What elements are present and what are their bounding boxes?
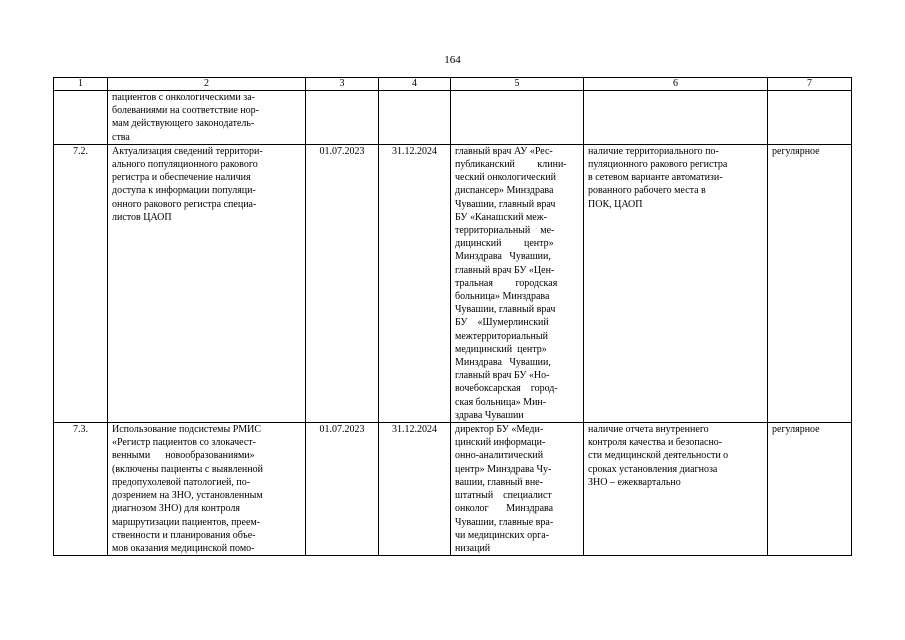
result-cell — [584, 91, 768, 145]
start-date-cell — [306, 91, 379, 145]
table-row — [54, 423, 852, 556]
event-cell: Актуализация сведений территори- ального популяционного ракового регистра и обеспечение наличия доступа к информации популяци- онного ракового регистра специа- листов ЦАОП — [108, 144, 306, 422]
column-number: 1 — [54, 78, 108, 91]
responsible-cell — [451, 91, 584, 145]
column-number: 6 — [584, 78, 768, 91]
page-number: 164 — [444, 54, 461, 66]
responsible-cell: директор БУ «Меди- цинский информаци- онно-аналитический центр» Минздрава Чу- вашии, главный вне- штатный специалист онколог Минздрава Чувашии, главные вра- чи медицинских орга- низаций — [451, 423, 584, 556]
plan-table — [53, 77, 852, 556]
column-number: 7 — [768, 78, 852, 91]
end-date-cell — [379, 91, 451, 145]
result-cell: наличие территориального по- пуляционного ракового регистра в сетевом варианте автоматизи- рованного рабочего места в ПОК, ЦАОП — [584, 144, 768, 422]
end-date-cell: 31.12.2024 — [379, 423, 451, 556]
responsible-cell: главный врач АУ «Рес- публиканский клини- ческий онкологический диспансер» Минздрава Чувашии, главный врач БУ «Канашский меж- территориальный ме- дицинский центр» Минздрава Чувашии, главный врач БУ «Цен- тральная городская больница» Минздрава Чувашии, главный врач БУ «Шумерлинский межтерриториальный медицинский центр» Минздрава Чувашии, главный врач БУ «Но- вочебоксарская город- ская больница» Мин- здрава Чувашии — [451, 144, 584, 422]
row-number — [54, 91, 108, 145]
periodicity-cell: регулярное — [768, 423, 852, 556]
end-date-cell: 31.12.2024 — [379, 144, 451, 422]
column-number-row — [54, 78, 852, 91]
event-cell: Использование подсистемы РМИС «Регистр пациентов со злокачест- венными новообразованиями» (включены пациенты с выявленной предопухолевой патологией, по- дозрением на ЗНО, установленным диагнозом ЗНО) для контроля маршрутизации пациентов, преем- ственности и планирования объе- мов оказания медицинской помо- — [108, 423, 306, 556]
start-date-cell: 01.07.2023 — [306, 144, 379, 422]
result-cell: наличие отчета внутреннего контроля качества и безопасно- сти медицинской деятельности о сроках установления диагноза ЗНО – ежеквартально — [584, 423, 768, 556]
periodicity-cell — [768, 91, 852, 145]
column-number: 3 — [306, 78, 379, 91]
periodicity-cell: регулярное — [768, 144, 852, 422]
table-row — [54, 144, 852, 422]
column-number: 4 — [379, 78, 451, 91]
row-number: 7.3. — [54, 423, 108, 556]
start-date-cell: 01.07.2023 — [306, 423, 379, 556]
row-number: 7.2. — [54, 144, 108, 422]
column-number: 5 — [451, 78, 584, 91]
column-number: 2 — [108, 78, 306, 91]
table-row — [54, 91, 852, 145]
event-cell: пациентов с онкологическими за- болеваниями на соответствие нор- мам действующего законодатель- ства — [108, 91, 306, 145]
